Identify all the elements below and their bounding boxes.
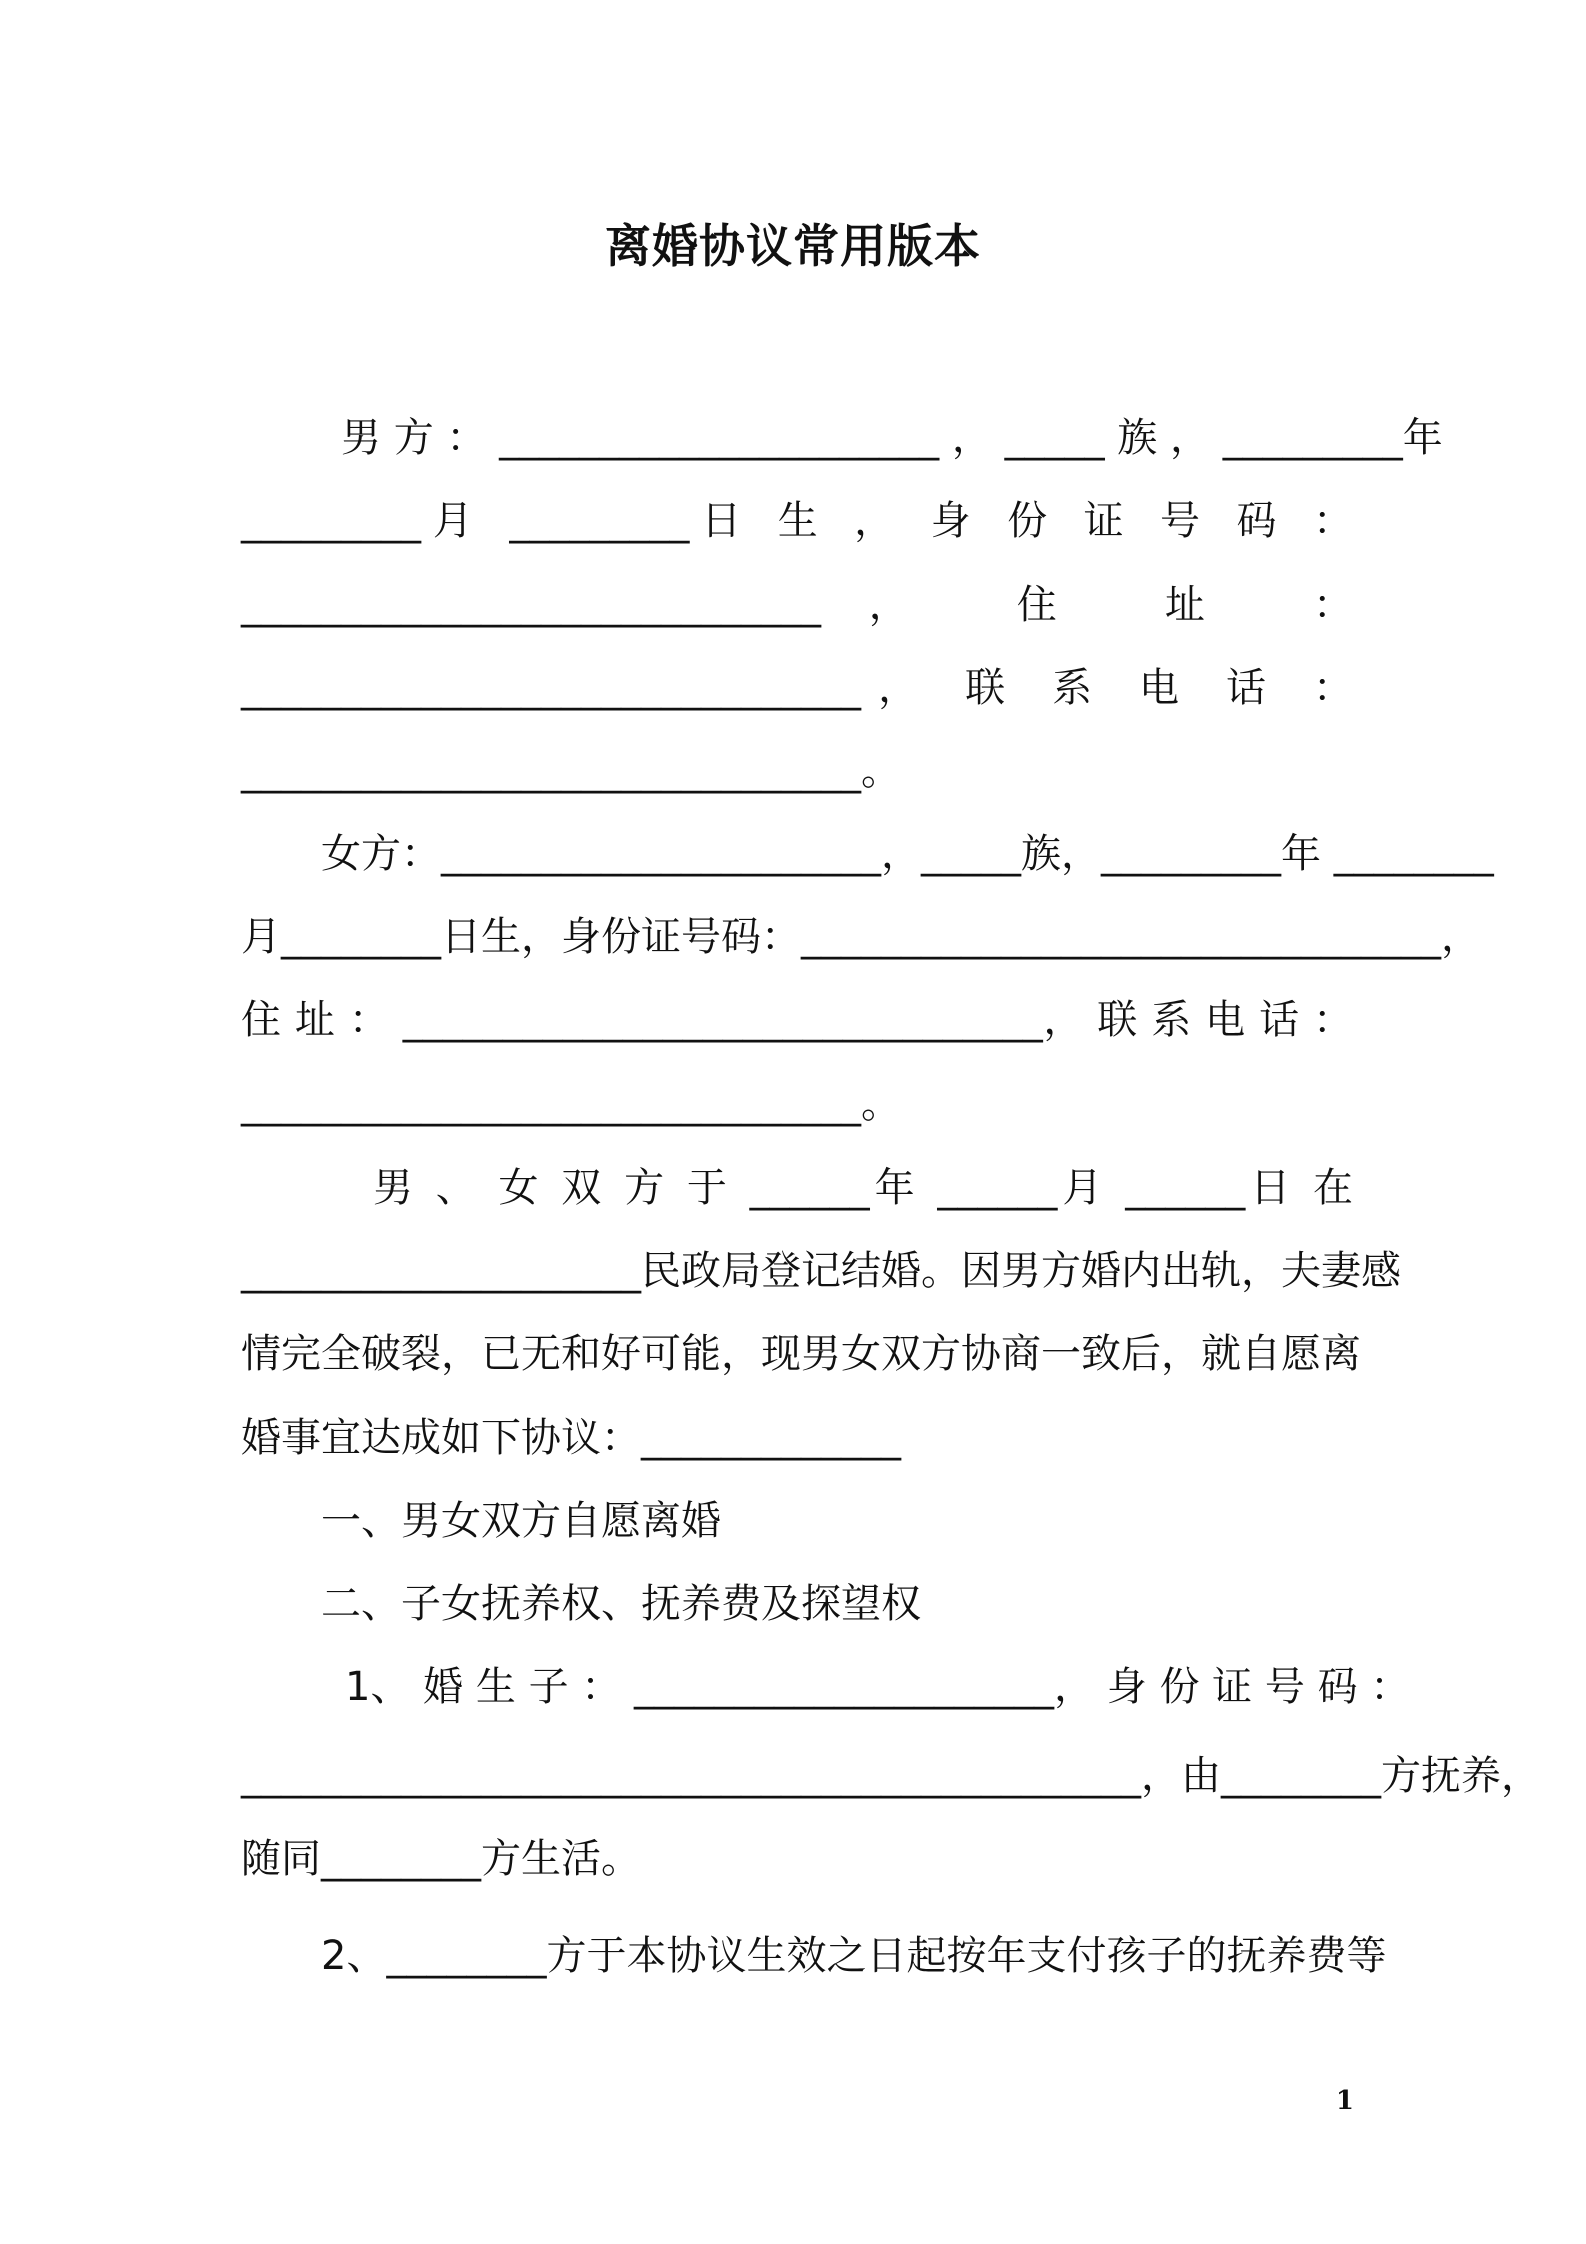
male-party-line-4: _______________________________， 联 系 电 话 ： [241,665,1353,711]
male-party-line-2: _________月 _________日 生 ， 身 份 证 号 码 ： [241,498,1353,544]
marriage-paragraph-line-2: ____________________民政局登记结婚。因男方婚内出轨，夫妻感 [241,1248,1401,1294]
female-party-line-1: 女方：______________________，_____族，_________年 ________ [321,831,1494,877]
document-title: 离婚协议常用版本 [605,219,981,273]
marriage-paragraph-line-3: 情完全破裂，已无和好可能，现男女双方协商一致后，就自愿离 [241,1331,1361,1377]
clause-2: 二、子女抚养权、抚养费及探望权 [321,1581,921,1627]
marriage-paragraph-line-1: 男 、 女 双 方 于 ______年 ______月 ______日 在 [373,1165,1353,1211]
female-party-line-4: _______________________________。 [241,1081,901,1127]
marriage-paragraph-line-4: 婚事宜达成如下协议：_____________ [241,1415,901,1461]
female-party-line-3: 住 址 ： ________________________________， 联 系 电 话 ： [241,997,1353,1043]
page-number: 1 [1335,2086,1354,2116]
male-party-line-1: 男 方 ： ______________________ ， _____ 族 ， _________年 [341,415,1443,461]
clause-2-item-1-line-1: 1、 婚 生 子 ： _____________________， 身 份 证 号 码 ： [345,1664,1411,1710]
male-party-line-3: _____________________________， 住 址 ： [241,582,1353,628]
female-party-line-2: 月________日生，身份证号码：________________________________， [241,914,1481,960]
clause-2-item-1-line-2: _____________________________________________，由________方抚养， [241,1753,1541,1799]
clause-1: 一、男女双方自愿离婚 [321,1498,721,1544]
male-party-line-5: _______________________________。 [241,748,901,794]
clause-2-item-1-line-3: 随同________方生活。 [241,1836,641,1882]
clause-2-item-2-line-1: 2、________方于本协议生效之日起按年支付孩子的抚养费等 [321,1933,1387,1979]
